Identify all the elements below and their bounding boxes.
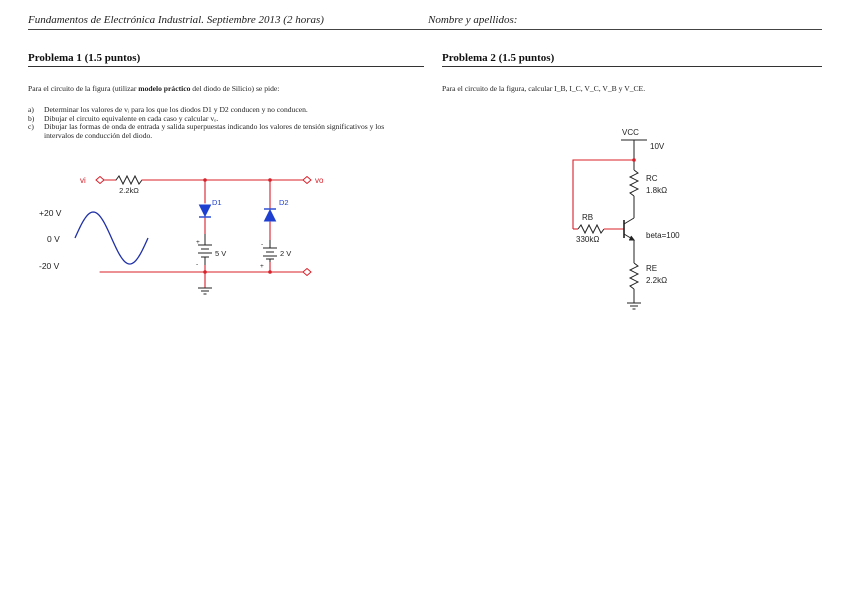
re-resistor-symbol xyxy=(630,263,638,289)
beta-label: beta=100 xyxy=(646,231,680,240)
problem1-item-a: a) Determinar los valores de vᵢ para los que los diodos D1 y D2 conducen y no conducen. xyxy=(28,105,308,114)
battery1-plus: + xyxy=(196,239,200,246)
problem1-intro: Para el circuito de la figura (utilizar modelo práctico del diodo de Silicio) se pide: xyxy=(28,84,280,93)
battery2-label: 2 V xyxy=(280,249,292,258)
vcc-value: 10V xyxy=(650,142,665,151)
rb-resistor-symbol xyxy=(578,225,604,233)
ground-icon xyxy=(627,303,641,309)
battery1-minus: - xyxy=(196,261,199,268)
circuit1-resistor-label: 2.2kΩ xyxy=(119,186,139,195)
diode-d2-label: D2 xyxy=(279,198,289,207)
re-name: RE xyxy=(646,264,658,273)
rc-name: RC xyxy=(646,174,658,183)
rb-value: 330kΩ xyxy=(576,235,600,244)
re-value: 2.2kΩ xyxy=(646,276,668,285)
rc-value: 1.8kΩ xyxy=(646,186,668,195)
circuit1-output-label: vo xyxy=(315,176,324,185)
header-name-field: Nombre y apellidos: xyxy=(428,14,518,26)
rb-name: RB xyxy=(582,213,594,222)
problem1-item-b: b) Dibujar el circuito equivalente en cada caso y calcular vₒ. xyxy=(28,113,219,123)
battery1-label: 5 V xyxy=(215,249,227,258)
wave-label-bottom: -20 V xyxy=(39,261,60,271)
problem1-title: Problema 1 (1.5 puntos) xyxy=(28,52,141,64)
circuit2-junction xyxy=(632,158,636,162)
battery2-plus: + xyxy=(260,263,264,270)
rc-resistor-symbol xyxy=(630,170,638,196)
problem1-item-c: c) Dibujar las formas de onda de entrada y salida superpuestas indicando los valores de tensión significativos y los intervalos de conducción del diodo. xyxy=(28,122,385,140)
header-course: Fundamentos de Electrónica Industrial. Septiembre 2013 (2 horas) xyxy=(28,14,324,26)
npn-transistor-icon xyxy=(624,218,634,240)
wave-label-top: +20 V xyxy=(39,208,62,218)
vcc-label: VCC xyxy=(622,128,639,137)
problem2-intro: Para el circuito de la figura, calcular I_B, I_C, V_C, V_B y V_CE. xyxy=(442,84,646,93)
battery2-minus: - xyxy=(261,241,264,248)
circuit1-input-label: vi xyxy=(80,176,86,185)
diode-d1-label: D1 xyxy=(212,198,222,207)
problem2-title: Problema 2 (1.5 puntos) xyxy=(442,52,555,64)
wave-label-mid: 0 V xyxy=(47,234,60,244)
